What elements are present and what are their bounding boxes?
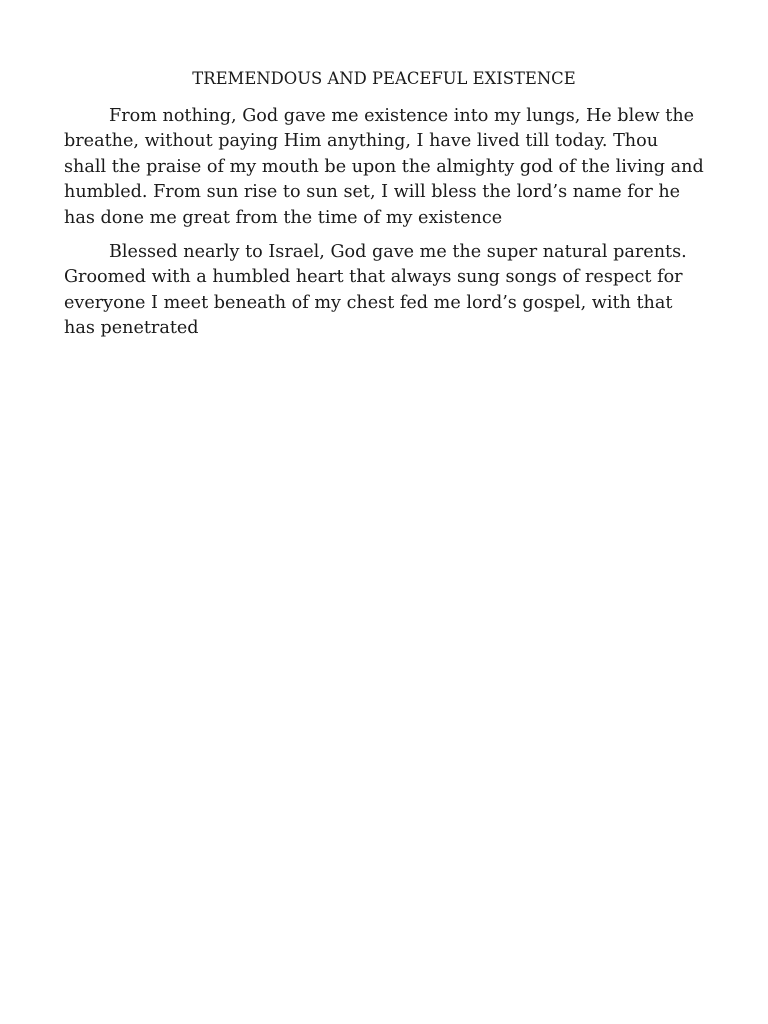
body-paragraph: Blessed nearly to Israel, God gave me the super natural parents. Groomed with a humbled heart that always sung songs of respect for everyone I meet beneath of my chest fed me lord’s gospel, with that has penetrated: [64, 241, 687, 339]
document-page: [64, 66, 704, 350]
document-title: TREMENDOUS AND PEACEFUL EXISTENCE: [192, 69, 576, 88]
body-paragraph: From nothing, God gave me existence into my lungs, He blew the breathe, without paying Him anything, I have lived till today. Thou shall the praise of my mouth be upon the almighty god of the living and humbled. From sun rise to sun set, I will bless the lord’s name for he has done me great from the time of my existence: [64, 105, 704, 228]
